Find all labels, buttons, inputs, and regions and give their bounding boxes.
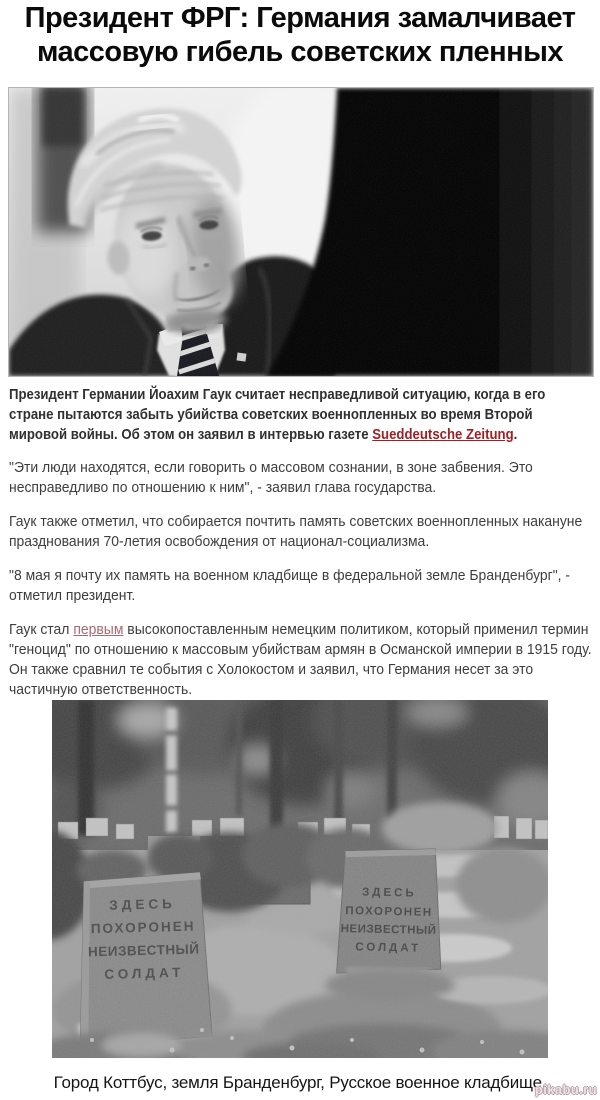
svg-text:СОЛДАТ: СОЛДАТ (104, 964, 185, 982)
photo-caption: Город Коттбус, земля Бранденбург, Русское военное кладбище. (53, 1073, 547, 1092)
cemetery-illustration (52, 700, 548, 1058)
portrait-illustration (9, 88, 593, 376)
p4-text-after: высокопоставленным немецким политиком, который применил термин "геноцид" по отношению к массовым убийствам армян в Османской империи в 1915 году. Он также сравнил те события с Холокостом и заявил, что Германия несет за это частичную ответственность. (9, 621, 592, 698)
body-paragraphs (9, 458, 593, 700)
svg-text:НЕИЗВЕСТНЫЙ: НЕИЗВЕСТНЫЙ (340, 923, 437, 938)
sueddeutsche-zeitung-link[interactable]: Sueddeutsche Zeitung (372, 426, 514, 443)
article-body (9, 385, 600, 714)
svg-text:ЗДЕСЬ: ЗДЕСЬ (361, 886, 417, 900)
president-portrait-photo[interactable] (8, 87, 594, 377)
cemetery-photo[interactable] (52, 700, 548, 1058)
paragraph-2: Гаук также отметил, что собирается почтить память советских военнопленных накануне празднования 70-летия освобождения от национал-социализма. (9, 513, 583, 550)
svg-text:НЕИЗВЕСТНЫЙ: НЕИЗВЕСТНЫЙ (87, 941, 200, 960)
p4-text-before: Гаук стал (9, 621, 74, 638)
pikabu-watermark: pikabu.ru (534, 1082, 597, 1097)
lead-paragraph (9, 385, 593, 445)
lead-text-after: . (513, 426, 518, 443)
paragraph-quote-1: "Эти люди находятся, если говорить о массовом сознании, в зоне забвения. Это несправедливо по отношению к ним", - заявил глава государства. (9, 459, 533, 496)
lead-text-before: Президент Германии Йоахим Гаук считает несправедливой ситуацию, когда в его стране пытаются забыть убийства советских военнопленных во время Второй мировой войны. Об этом он заявил в интервью газете (9, 386, 546, 443)
svg-text:ПОХОРОНЕН: ПОХОРОНЕН (90, 918, 196, 937)
paragraph-4 (9, 620, 593, 700)
page-title-line-2: массовую гибель советских пленных (36, 36, 564, 68)
svg-text:СОЛДАТ: СОЛДАТ (355, 941, 422, 955)
svg-text:ЗДЕСЬ: ЗДЕСЬ (109, 896, 177, 913)
svg-text:ПОХОРОНЕН: ПОХОРОНЕН (345, 905, 433, 919)
page-title (0, 1, 600, 69)
paragraph-quote-3: "8 мая я почту их память на военном кладбище в федеральной земле Бранденбург", - отметил президент. (9, 567, 571, 604)
page-title-line-1: Президент ФРГ: Германия замалчивает (24, 2, 576, 34)
pervym-link[interactable]: первым (73, 621, 124, 638)
